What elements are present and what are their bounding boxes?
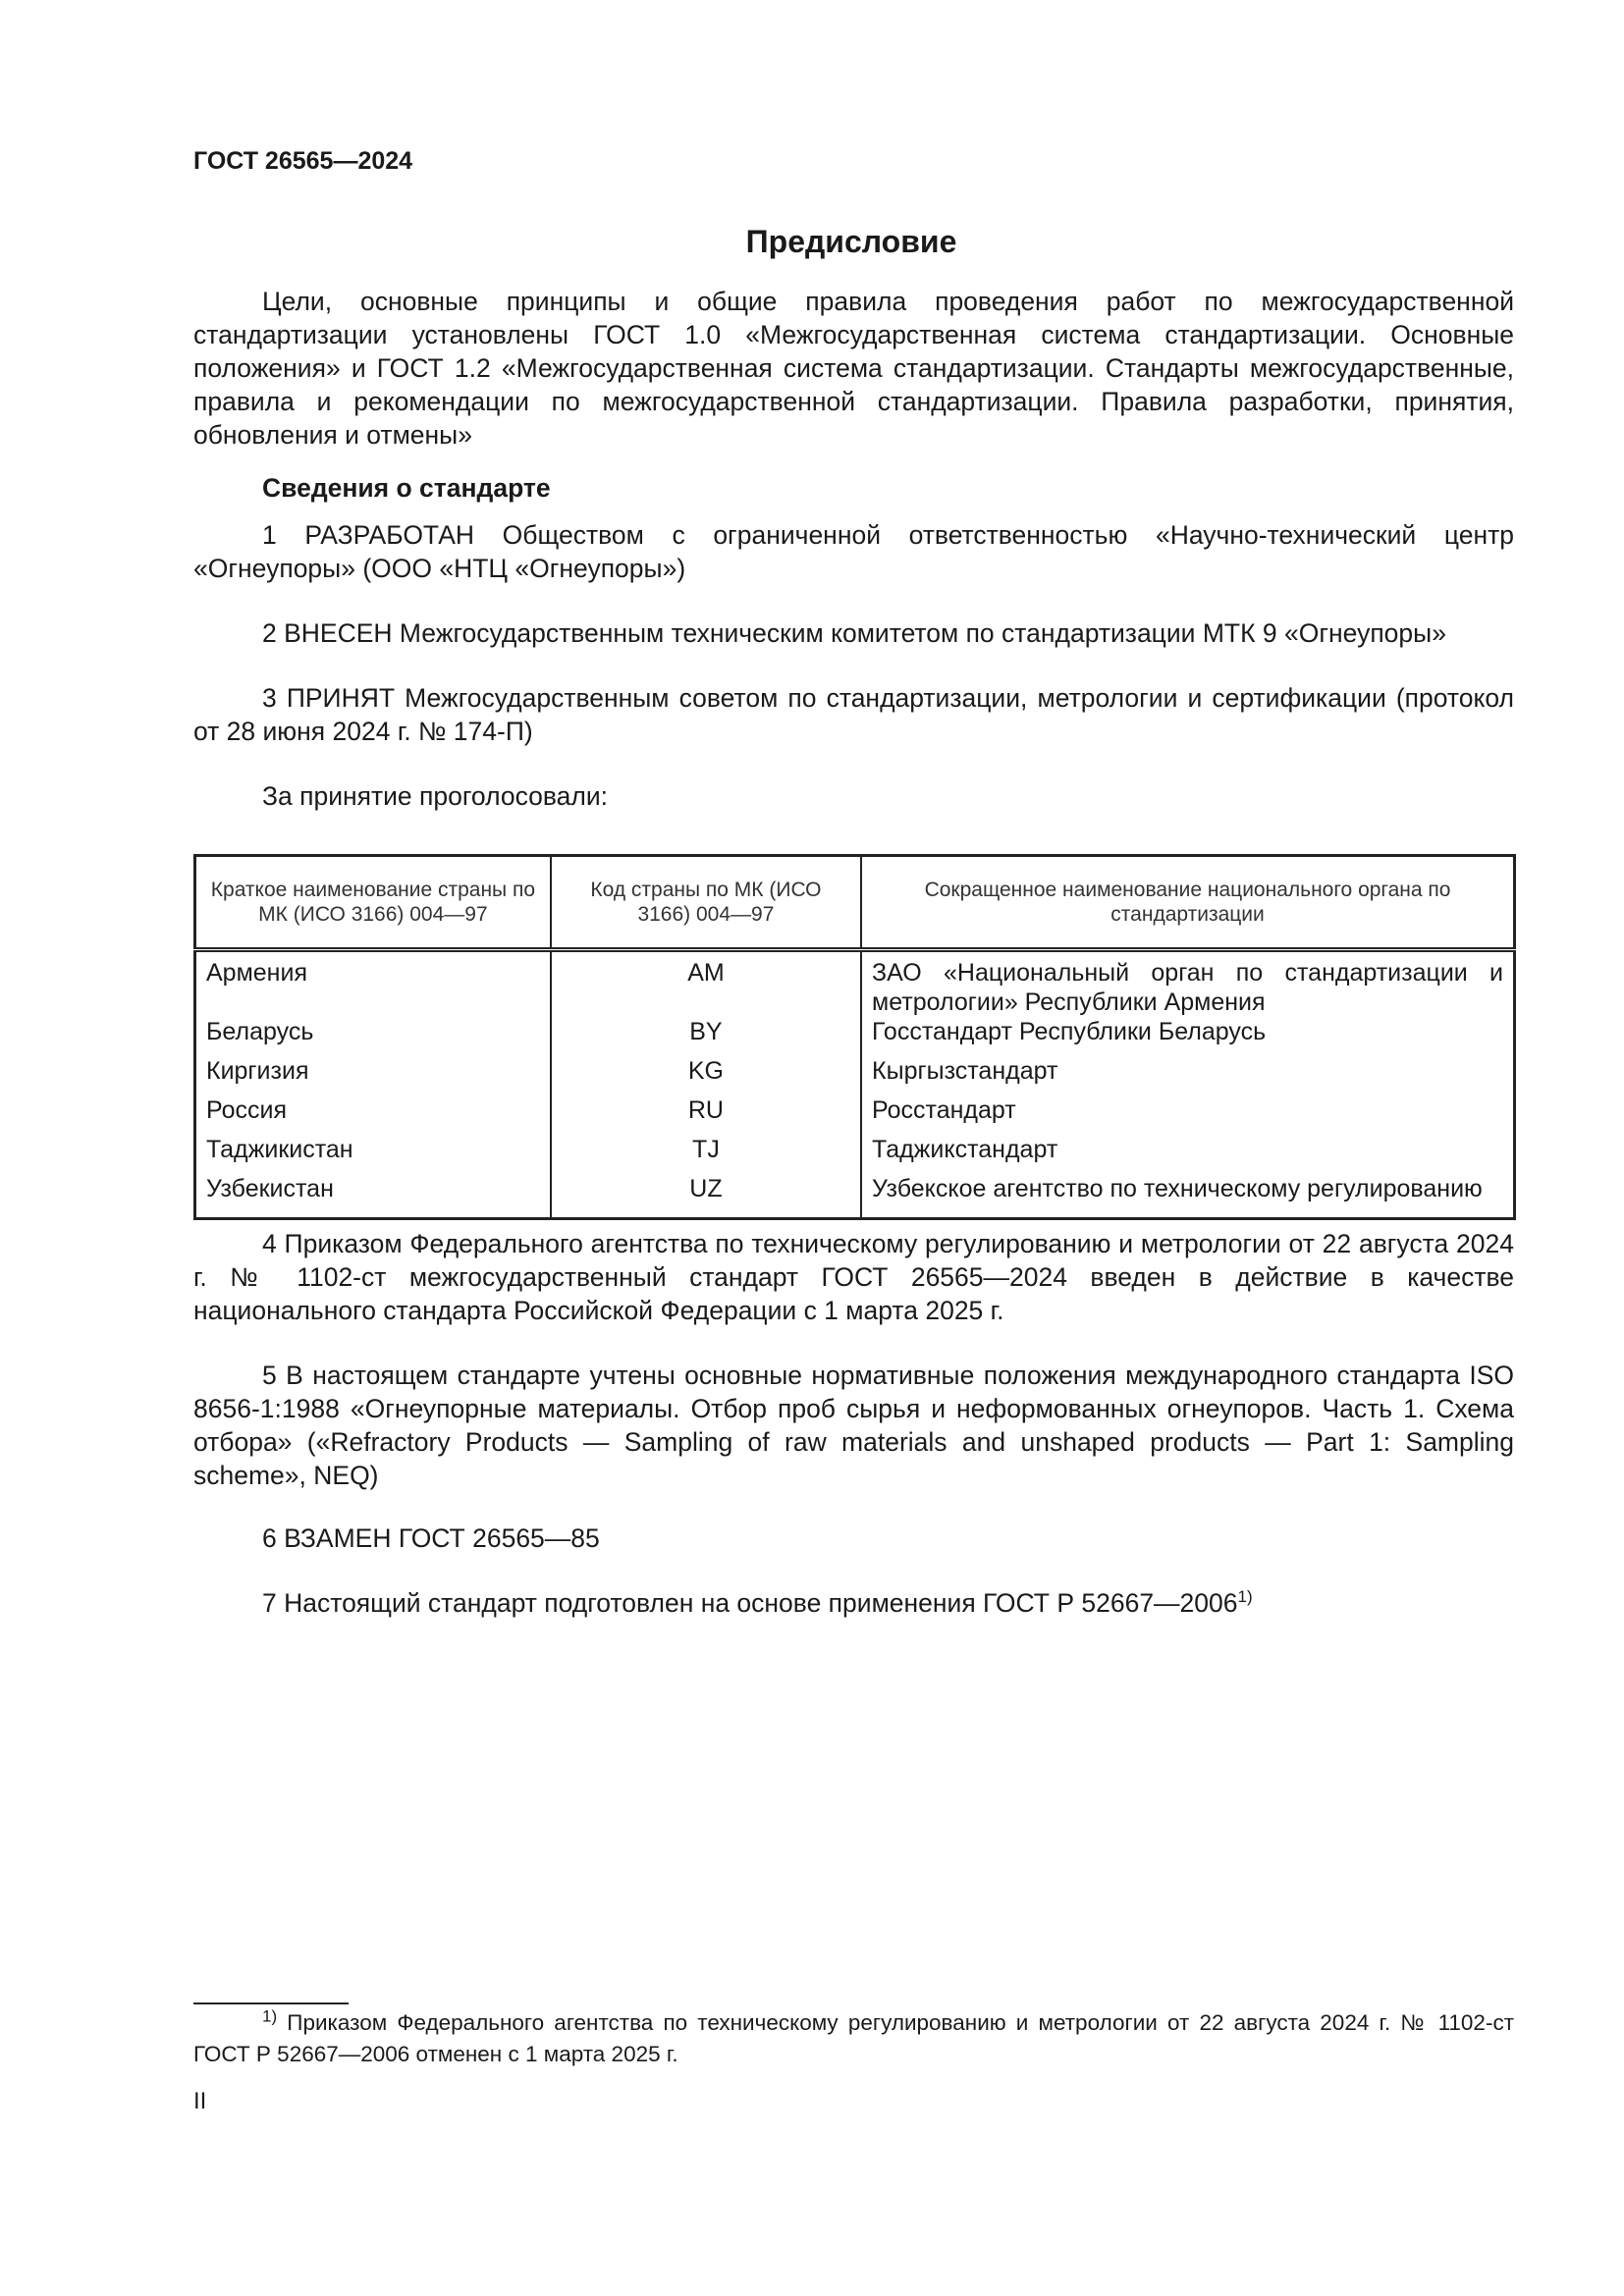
page-number: II [193, 2088, 207, 2114]
section-heading: Сведения о стандарте [262, 473, 551, 503]
voting-table [193, 854, 1516, 1220]
footnote-mark: 1) [262, 2006, 278, 2026]
country-cell: Таджикистан [195, 1135, 551, 1174]
item-6-block [193, 1522, 1514, 1555]
footnote-text: Приказом Федерального агентства по техническому регулированию и метрологии от 22 августа 2024 г. № 1102-ст ГОСТ Р 52667—2006 отменен с 1 марта 2025 г. [193, 2010, 1514, 2066]
table-row [195, 1174, 1515, 1219]
country-cell: Беларусь [195, 1017, 551, 1056]
footnote-paragraph [193, 2007, 1514, 2070]
item-7-block [193, 1586, 1514, 1620]
code-cell: BY [551, 1017, 861, 1056]
item-5: 5 В настоящем стандарте учтены основные нормативные положения международного стандарта ISO 8656-1:1988 «Огнеупорные материалы. Отбор проб сырья и неформованных огнеупоров. Часть 1. Схема отбора» («Refractory Products — Sampling of raw materials and unshaped products — Part 1: Sampling scheme», NEQ) [193, 1361, 1514, 1490]
code-cell: KG [551, 1056, 861, 1095]
code-cell: TJ [551, 1135, 861, 1174]
item-3-block [193, 681, 1514, 748]
item-3: 3 ПРИНЯТ Межгосударственным советом по стандартизации, метрологии и сертификации (протокол от 28 июня 2024 г. № 174-П) [193, 683, 1514, 746]
org-cell: Кыргызстандарт [872, 1057, 1058, 1085]
table-row [195, 1056, 1515, 1095]
table-row [195, 1135, 1515, 1174]
footnote-separator [193, 2002, 349, 2004]
document-designation: ГОСТ 26565—2024 [193, 147, 413, 175]
header-national-body: Сокращенное наименование национального органа по стандартизации [861, 856, 1514, 950]
org-cell: Таджикстандарт [872, 1136, 1058, 1163]
country-cell: Узбекистан [195, 1174, 551, 1219]
item-7-text: 7 Настоящий стандарт подготовлен на основе применения ГОСТ Р 52667—2006 [262, 1588, 1238, 1618]
code-cell: AM [551, 950, 861, 1018]
vote-intro-block [193, 779, 1514, 813]
org-cell: Госстандарт Республики Беларусь [872, 1018, 1267, 1045]
header-country-name: Краткое наименование страны по МК (ИСО 3166) 004—97 [195, 856, 551, 950]
item-6: 6 ВЗАМЕН ГОСТ 26565—85 [262, 1523, 600, 1553]
item-1: 1 РАЗРАБОТАН Обществом с ограниченной ответственностью «Научно-технический центр «Огнеупоры» (ООО «НТЦ «Огнеупоры») [193, 520, 1514, 583]
item-7 [193, 1586, 1514, 1620]
intro-paragraph: Цели, основные принципы и общие правила проведения работ по межгосударственной стандартизации установлены ГОСТ 1.0 «Межгосударственная система стандартизации. Основные положения» и ГОСТ 1.2 «Межгосударственная система стандартизации. Стандарты межгосударственные, правила и рекомендации по межгосударственной стандартизации. Правила разработки, принятия, обновления и отмены» [193, 287, 1514, 450]
intro-paragraph-block [193, 285, 1514, 452]
page-title: Предисловие [745, 224, 957, 259]
org-cell: Узбекское агентство по техническому регулированию [872, 1175, 1483, 1202]
country-cell: Армения [195, 950, 551, 1018]
code-cell: UZ [551, 1174, 861, 1219]
footnote [193, 2007, 1514, 2070]
table-row [195, 950, 1515, 1018]
code-cell: RU [551, 1095, 861, 1135]
item-2-block [193, 616, 1514, 650]
country-cell: Киргизия [195, 1056, 551, 1095]
org-cell: Росстандарт [872, 1096, 1016, 1124]
item-1-block [193, 518, 1514, 585]
table-row [195, 1017, 1515, 1056]
header-country-code: Код страны по МК (ИСО 3166) 004—97 [551, 856, 861, 950]
footnote-reference: 1) [1237, 1587, 1253, 1607]
item-4-block [193, 1227, 1514, 1327]
item-5-block [193, 1359, 1514, 1492]
table-row [195, 1095, 1515, 1135]
vote-intro: За принятие проголосовали: [262, 781, 609, 811]
table-header-row [195, 856, 1515, 950]
org-cell: ЗАО «Национальный орган по стандартизации и метрологии» Республики Армения [872, 959, 1503, 1016]
item-4: 4 Приказом Федерального агентства по техническому регулированию и метрологии от 22 августа 2024 г. № 1102-ст межгосударственный стандарт ГОСТ 26565—2024 введен в действие в качестве национального стандарта Российской Федерации с 1 марта 2025 г. [193, 1229, 1514, 1325]
item-2: 2 ВНЕСЕН Межгосударственным техническим комитетом по стандартизации МТК 9 «Огнеупоры» [262, 618, 1446, 648]
country-cell: Россия [195, 1095, 551, 1135]
